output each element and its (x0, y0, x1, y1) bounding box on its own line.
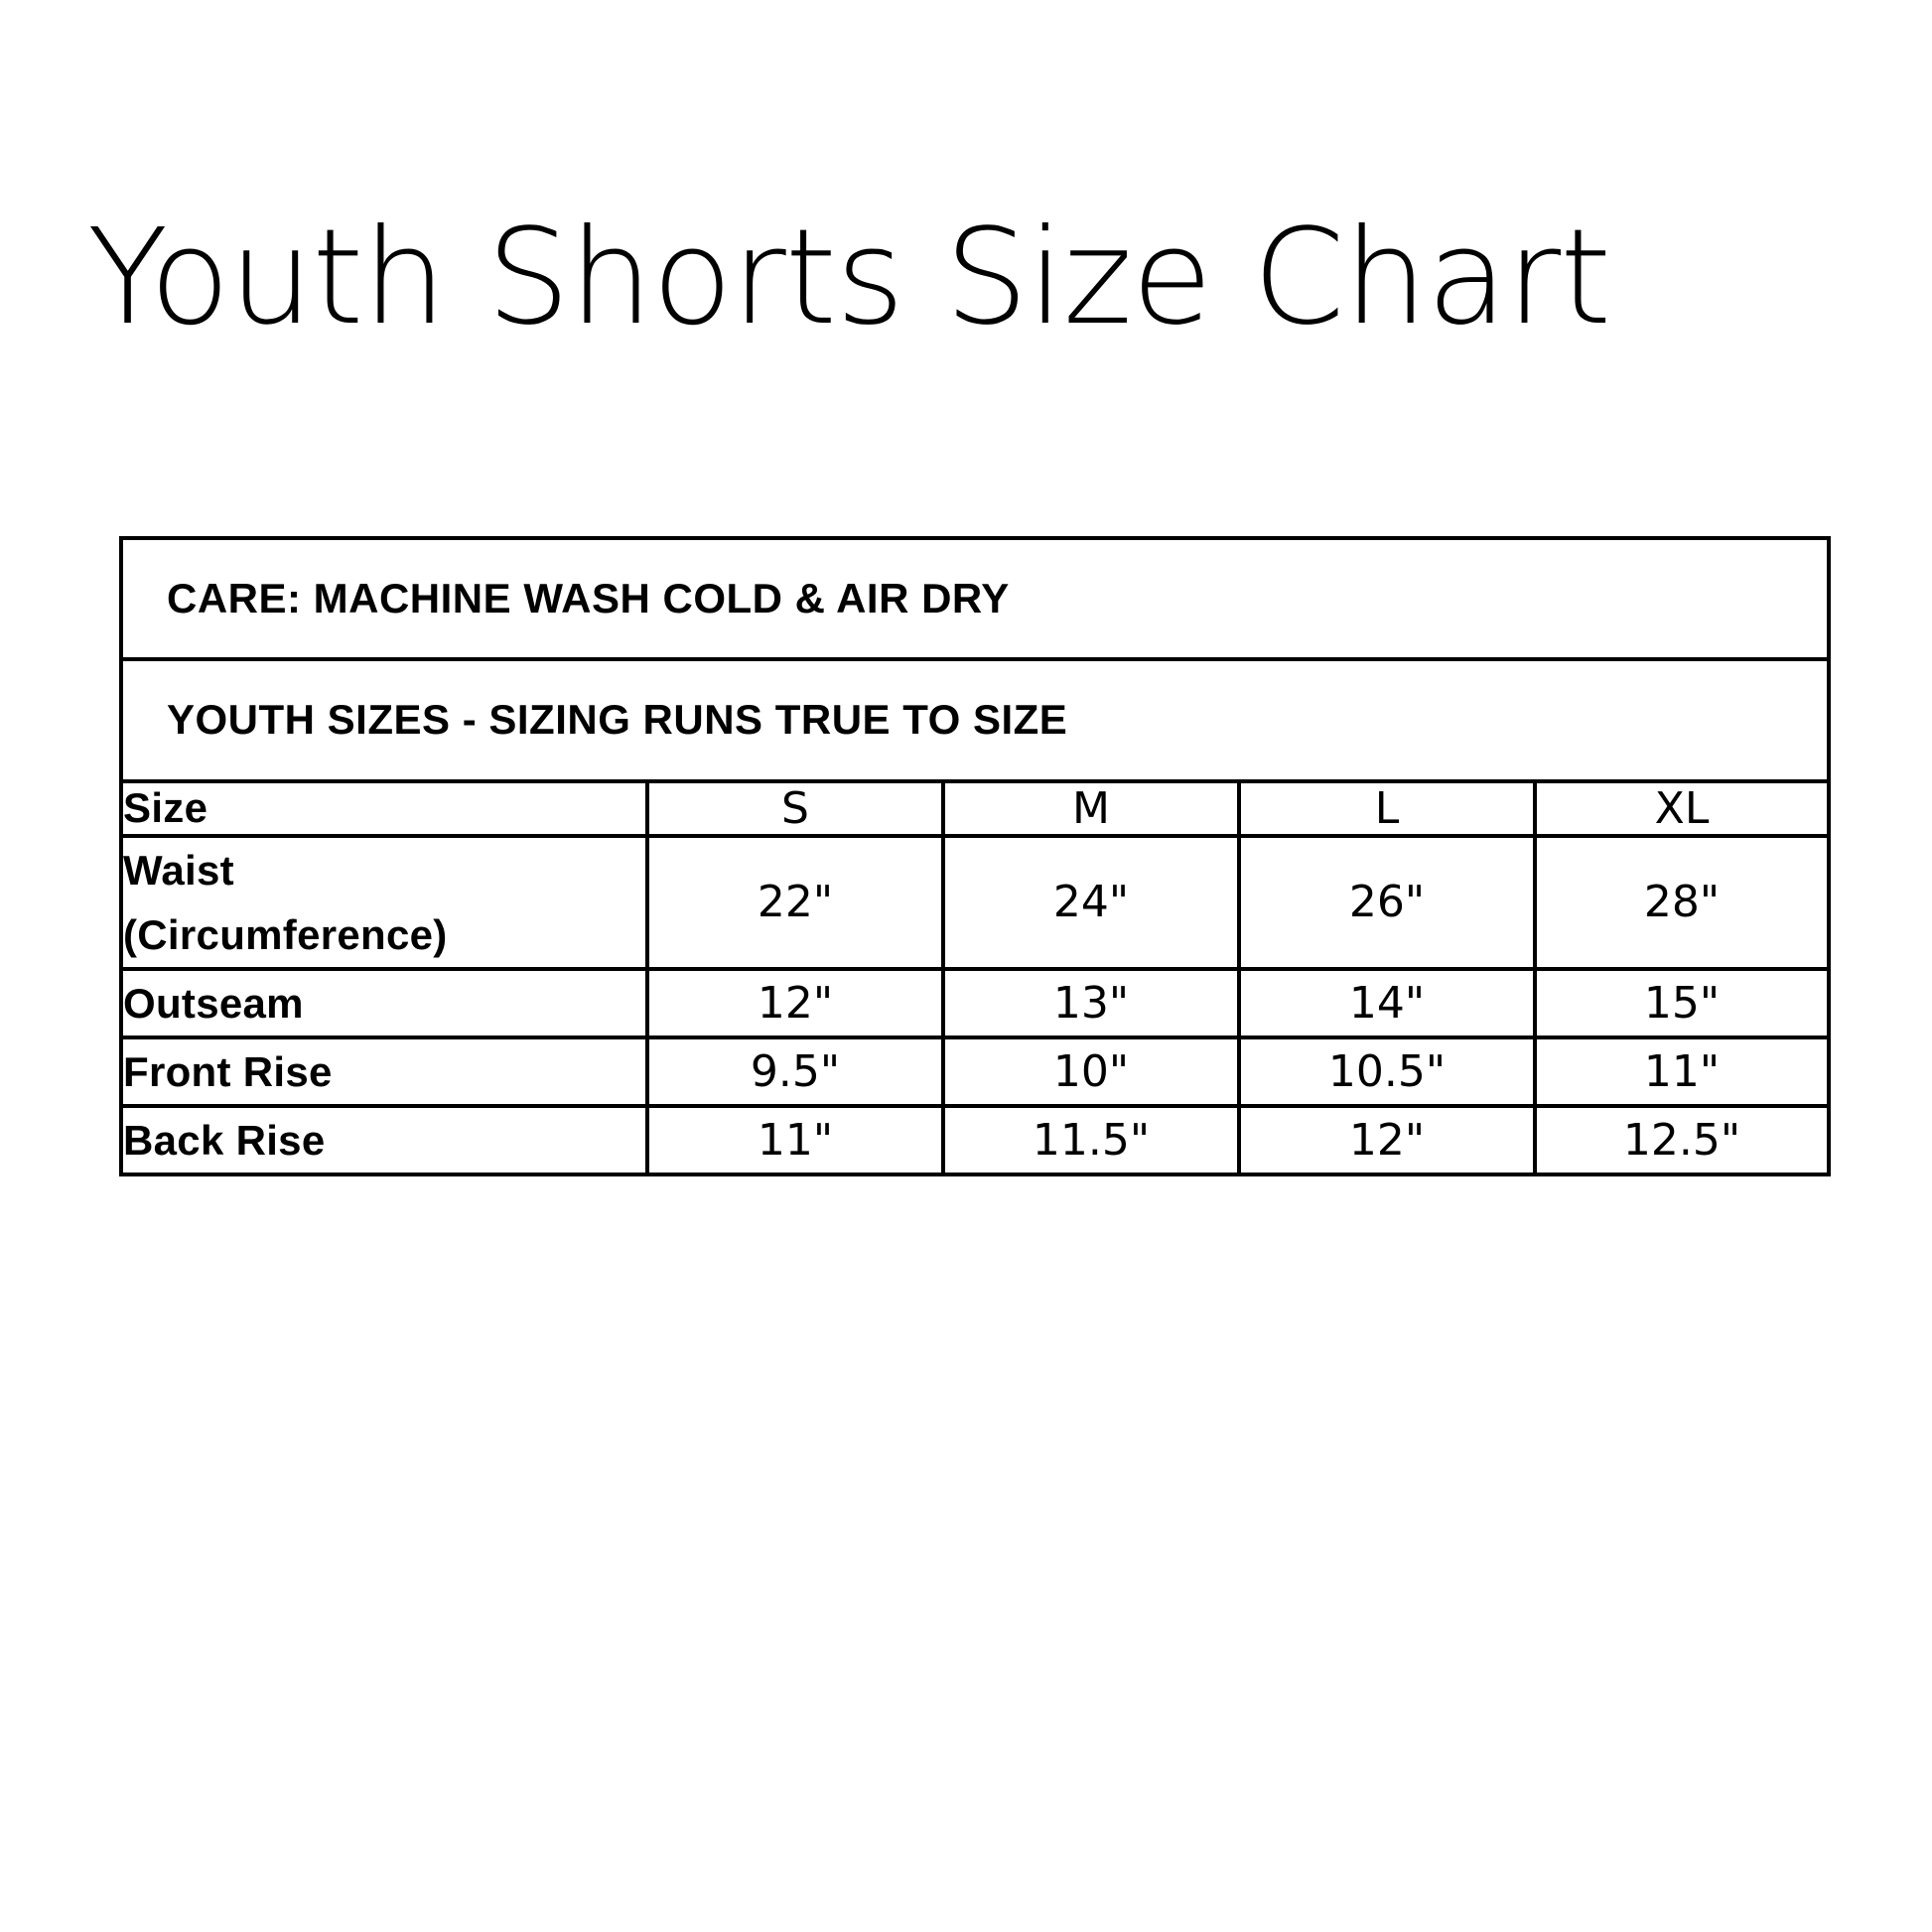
row-label-waist-line1: Waist (123, 846, 234, 894)
table-row (121, 969, 1829, 1037)
row-label-outseam: Outseam (121, 969, 647, 1037)
cell-front-rise-l: 10.5" (1239, 1037, 1535, 1106)
cell-back-rise-xl: 12.5" (1535, 1106, 1829, 1174)
row-label-front-rise: Front Rise (121, 1037, 647, 1106)
table-row-care (121, 538, 1829, 659)
cell-outseam-s: 12" (647, 969, 943, 1037)
cell-back-rise-l: 12" (1239, 1106, 1535, 1174)
size-chart-table (119, 536, 1831, 1176)
column-header-s: S (647, 781, 943, 836)
size-chart-container (119, 536, 1827, 1176)
cell-front-rise-m: 10" (943, 1037, 1239, 1106)
cell-back-rise-s: 11" (647, 1106, 943, 1174)
row-label-back-rise: Back Rise (121, 1106, 647, 1174)
cell-outseam-l: 14" (1239, 969, 1535, 1037)
table-row (121, 1037, 1829, 1106)
table-row (121, 836, 1829, 969)
sizing-note: YOUTH SIZES - SIZING RUNS TRUE TO SIZE (167, 696, 1068, 744)
cell-front-rise-s: 9.5" (647, 1037, 943, 1106)
cell-outseam-xl: 15" (1535, 969, 1829, 1037)
column-header-l: L (1239, 781, 1535, 836)
page-title: Youth Shorts Size Chart (87, 202, 1611, 354)
column-header-xl: XL (1535, 781, 1829, 836)
cell-waist-xl: 28" (1535, 836, 1829, 969)
column-header-m: M (943, 781, 1239, 836)
cell-front-rise-xl: 11" (1535, 1037, 1829, 1106)
table-row-header (121, 781, 1829, 836)
cell-outseam-m: 13" (943, 969, 1239, 1037)
table-row (121, 1106, 1829, 1174)
row-label-waist-line2: (Circumference) (123, 910, 448, 958)
table-row-sizing-note (121, 659, 1829, 780)
cell-waist-l: 26" (1239, 836, 1535, 969)
cell-waist-s: 22" (647, 836, 943, 969)
column-header-size: Size (121, 781, 647, 836)
cell-waist-m: 24" (943, 836, 1239, 969)
care-cell (121, 538, 1829, 659)
cell-back-rise-m: 11.5" (943, 1106, 1239, 1174)
row-label-waist (121, 836, 647, 969)
sizing-note-cell (121, 659, 1829, 780)
care-note: CARE: MACHINE WASH COLD & AIR DRY (167, 575, 1010, 621)
